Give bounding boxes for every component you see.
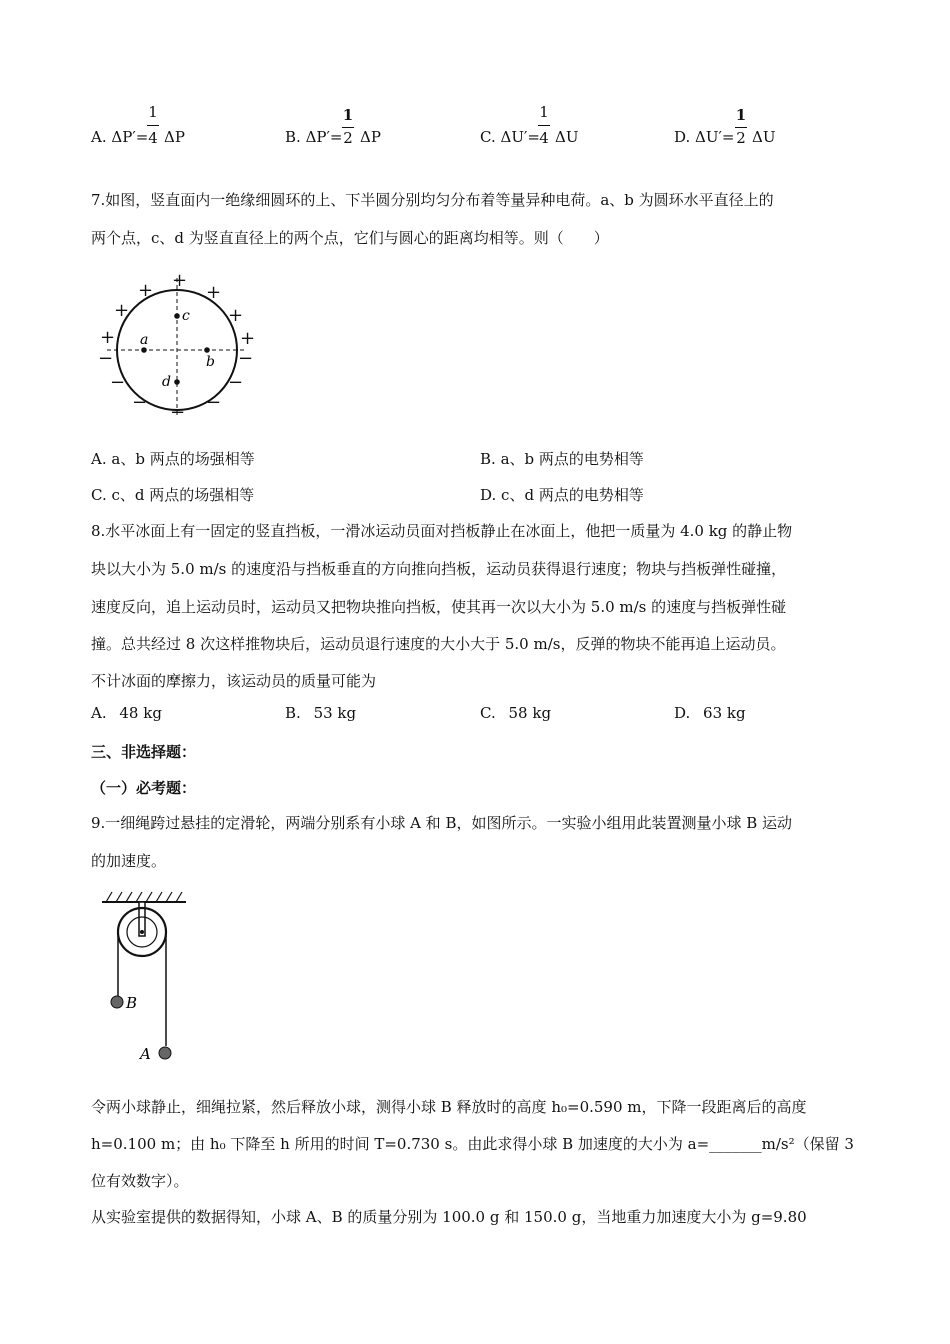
label-b: B bbox=[126, 994, 138, 1012]
plus-sign: + bbox=[114, 300, 130, 321]
option-text: c、d 两点的场强相等 bbox=[111, 486, 255, 504]
fraction-numerator: 1 bbox=[148, 103, 158, 121]
option-lhs: ΔP′= bbox=[305, 128, 343, 146]
q8-option-c bbox=[480, 704, 551, 722]
plus-sign: + bbox=[206, 282, 222, 303]
pulley-figure bbox=[100, 888, 196, 1068]
fraction-denominator: 2 bbox=[343, 129, 353, 147]
plus-charges bbox=[100, 270, 255, 349]
q8-stem-line-2: 块以大小为 5.0 m/s 的速度沿与挡板垂直的方向推向挡板，运动员获得退行速度；物块与挡板弹性碰撞， bbox=[91, 560, 787, 578]
point-c bbox=[174, 313, 180, 319]
q7-option-c bbox=[91, 484, 254, 505]
charged-ring-figure bbox=[92, 268, 262, 418]
minus-sign: − bbox=[206, 392, 222, 413]
label-a: A bbox=[140, 1045, 151, 1063]
q8-stem-line-4: 撞。总共经过 8 次这样推物块后，运动员退行速度的大小大于 5.0 m/s，反弹的物块不能再追上运动员。 bbox=[91, 635, 786, 653]
option-letter: D. bbox=[674, 128, 691, 146]
option-rhs: ΔP bbox=[360, 128, 381, 146]
option-letter: B. bbox=[480, 450, 496, 468]
q7-option-b bbox=[480, 448, 644, 469]
q9-stem-line-1: 9.一细绳跨过悬挂的定滑轮，两端分别系有小球 A 和 B，如图所示。一实验小组用此装置测量小球 B 运动 bbox=[91, 814, 793, 832]
option-text: c、d 两点的电势相等 bbox=[501, 486, 644, 504]
fraction-denominator: 4 bbox=[539, 129, 549, 147]
label-b: b bbox=[206, 354, 215, 370]
option-lhs: ΔU′= bbox=[695, 128, 735, 146]
plus-sign: + bbox=[228, 305, 244, 326]
q8-stem-line-1: 8.水平冰面上有一固定的竖直挡板，一滑冰运动员面对挡板静止在冰面上，他把一质量为 4.0 kg 的静止物 bbox=[91, 522, 793, 540]
option-text: 53 kg bbox=[313, 704, 357, 722]
minus-sign: − bbox=[238, 348, 254, 369]
q6-option-b bbox=[285, 128, 342, 146]
minus-sign: − bbox=[98, 348, 114, 369]
q8-option-a bbox=[91, 704, 162, 722]
q8-stem-line-5: 不计冰面的摩擦力，该运动员的质量可能为 bbox=[91, 672, 377, 690]
option-text: 63 kg bbox=[703, 704, 746, 722]
fraction-numerator: 1 bbox=[735, 106, 747, 124]
option-text: 58 kg bbox=[508, 704, 552, 722]
minus-sign: − bbox=[170, 402, 186, 418]
q9-text-line-6: 从实验室提供的数据得知，小球 A、B 的质量分别为 100.0 g 和 150.0 g，当地重力加速度大小为 g=9.80 bbox=[91, 1208, 807, 1226]
q6-option-a bbox=[91, 128, 148, 146]
point-b bbox=[204, 347, 210, 353]
option-letter: A. bbox=[91, 450, 107, 468]
option-lhs: ΔU′= bbox=[500, 128, 540, 146]
plus-sign: + bbox=[100, 327, 116, 348]
option-text: 48 kg bbox=[119, 704, 162, 722]
option-rhs: ΔP bbox=[164, 128, 185, 146]
fraction-denominator: 2 bbox=[736, 129, 746, 147]
option-letter: B. bbox=[285, 704, 301, 722]
point-a bbox=[141, 347, 147, 353]
option-letter: C. bbox=[480, 128, 496, 146]
option-letter: C. bbox=[480, 704, 496, 722]
minus-sign: − bbox=[110, 372, 126, 393]
option-letter: C. bbox=[91, 486, 107, 504]
subsection-heading: （一）必考题： bbox=[91, 779, 197, 797]
minus-sign: − bbox=[132, 392, 148, 413]
fraction-denominator: 4 bbox=[148, 129, 158, 147]
option-letter: A. bbox=[91, 128, 107, 146]
q9-text-line-3: 令两小球静止，细绳拉紧，然后释放小球，测得小球 B 释放时的高度 h₀=0.590 m，下降一段距离后的高度 bbox=[91, 1098, 807, 1116]
q6-option-d bbox=[674, 128, 735, 146]
option-text: a、b 两点的电势相等 bbox=[500, 450, 644, 468]
fraction-numerator: 1 bbox=[342, 106, 354, 124]
label-c: c bbox=[182, 308, 190, 324]
q7-option-a bbox=[91, 448, 255, 469]
plus-sign: + bbox=[138, 280, 154, 301]
option-text: a、b 两点的场强相等 bbox=[111, 450, 255, 468]
label-d: d bbox=[162, 374, 171, 390]
fraction-numerator: 1 bbox=[539, 103, 549, 121]
fraction-bar bbox=[735, 127, 747, 128]
q8-option-d bbox=[674, 704, 746, 722]
plus-sign: + bbox=[240, 328, 256, 349]
fraction-bar bbox=[538, 125, 550, 126]
option-letter: D. bbox=[480, 486, 497, 504]
option-lhs: ΔP′= bbox=[111, 128, 149, 146]
plus-sign: + bbox=[172, 270, 188, 291]
fraction-bar bbox=[342, 127, 354, 128]
q7-option-d bbox=[480, 484, 644, 505]
q9-text-line-4: h=0.100 m；由 h₀ 下降至 h 所用的时间 T=0.730 s。由此求得小球 B 加速度的大小为 a=_______m/s²（保留 3 bbox=[91, 1135, 854, 1153]
option-rhs: ΔU bbox=[752, 128, 776, 146]
option-letter: A. bbox=[91, 704, 107, 722]
q8-stem-line-3: 速度反向，追上运动员时，运动员又把物块推向挡板，使其再一次以大小为 5.0 m/s 的速度与挡板弹性碰 bbox=[91, 598, 787, 616]
fraction-bar bbox=[147, 125, 159, 126]
q9-stem-line-2: 的加速度。 bbox=[91, 852, 167, 870]
label-a: a bbox=[140, 332, 149, 348]
option-letter: B. bbox=[285, 128, 301, 146]
option-rhs: ΔU bbox=[555, 128, 579, 146]
q9-text-line-5: 位有效数字）。 bbox=[91, 1172, 189, 1190]
point-d bbox=[174, 379, 180, 385]
q7-stem-line-1: 7.如图，竖直面内一绝缘细圆环的上、下半圆分别均匀分布着等量异种电荷。a、b 为圆环水平直径上的 bbox=[91, 191, 774, 209]
q6-option-c bbox=[480, 128, 540, 146]
section-heading: 三、非选择题： bbox=[91, 743, 197, 761]
ceiling-hatch bbox=[106, 892, 182, 902]
ball-a bbox=[159, 1047, 171, 1059]
minus-sign: − bbox=[228, 372, 244, 393]
ball-b bbox=[111, 996, 123, 1008]
pulley-axle bbox=[140, 930, 144, 934]
option-letter: D. bbox=[674, 704, 691, 722]
q8-option-b bbox=[285, 704, 356, 722]
q7-stem-line-2: 两个点，c、d 为竖直直径上的两个点，它们与圆心的距离均相等。则（ ） bbox=[91, 229, 609, 247]
